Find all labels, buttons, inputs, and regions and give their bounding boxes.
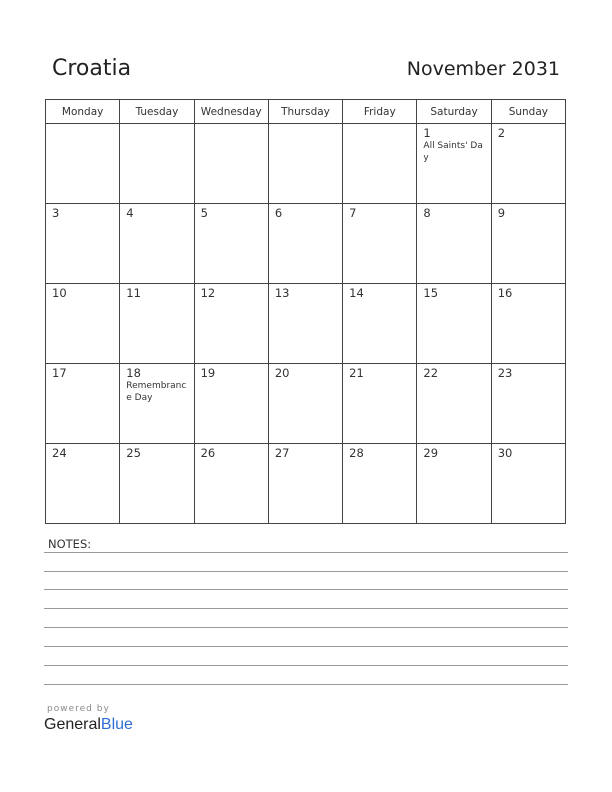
day-cell <box>120 444 194 524</box>
day-cell <box>120 364 194 444</box>
note-line <box>44 646 568 647</box>
day-cell <box>194 364 268 444</box>
day-number: 27 <box>274 446 290 460</box>
notes-label: NOTES: <box>48 537 92 551</box>
calendar-grid <box>45 99 566 524</box>
day-cell <box>491 444 565 524</box>
day-cell <box>120 284 194 364</box>
weekday-wednesday: Wednesday <box>194 100 268 124</box>
day-cell <box>268 204 342 284</box>
day-number: 3 <box>52 206 60 220</box>
day-cell <box>417 364 491 444</box>
day-number: 4 <box>126 206 134 220</box>
day-cell <box>343 124 417 204</box>
day-cell <box>46 204 120 284</box>
day-cell <box>343 284 417 364</box>
week-row <box>46 444 566 524</box>
day-cell <box>194 124 268 204</box>
weekday-monday: Monday <box>46 100 120 124</box>
holiday-label: Remembrance Day <box>126 381 187 403</box>
day-number: 10 <box>52 286 67 300</box>
day-cell <box>46 364 120 444</box>
day-cell <box>120 204 194 284</box>
day-number: 24 <box>52 446 67 460</box>
month-year-title: November 2031 <box>406 58 560 80</box>
country-title: Croatia <box>52 56 132 81</box>
holiday-label: All Saints' Day <box>423 141 483 163</box>
day-number: 19 <box>200 366 216 380</box>
day-cell <box>417 204 491 284</box>
logo-general: General <box>44 716 101 733</box>
note-line <box>44 627 568 628</box>
note-line <box>44 571 568 572</box>
week-row <box>46 204 566 284</box>
day-number: 20 <box>274 366 290 380</box>
weekday-tuesday: Tuesday <box>120 100 194 124</box>
week-row <box>46 364 566 444</box>
note-line <box>44 589 568 590</box>
day-cell <box>491 364 565 444</box>
day-cell <box>46 444 120 524</box>
day-cell <box>491 204 565 284</box>
powered-by-text: powered by <box>47 704 110 714</box>
day-number: 17 <box>52 366 67 380</box>
day-cell <box>491 284 565 364</box>
day-cell <box>343 364 417 444</box>
day-number: 14 <box>349 286 364 300</box>
generalblue-logo <box>44 716 133 734</box>
day-number: 5 <box>200 206 208 220</box>
day-cell <box>417 284 491 364</box>
week-row <box>46 124 566 204</box>
day-number: 22 <box>423 366 439 380</box>
note-line <box>44 665 568 666</box>
day-cell <box>343 444 417 524</box>
day-number: 23 <box>497 366 513 380</box>
day-number: 6 <box>274 206 283 220</box>
day-cell <box>417 444 491 524</box>
day-cell <box>194 284 268 364</box>
day-cell <box>417 124 491 204</box>
day-number: 13 <box>274 286 290 300</box>
week-row <box>46 284 566 364</box>
weekday-friday: Friday <box>343 100 417 124</box>
day-number: 9 <box>497 206 506 220</box>
day-number: 29 <box>423 446 439 460</box>
day-cell <box>343 204 417 284</box>
day-cell <box>46 284 120 364</box>
weekday-saturday: Saturday <box>417 100 491 124</box>
day-cell <box>46 124 120 204</box>
day-cell <box>194 204 268 284</box>
day-cell <box>120 124 194 204</box>
day-cell <box>268 444 342 524</box>
day-number: 1 <box>423 126 431 140</box>
day-number: 15 <box>423 286 439 300</box>
day-number: 2 <box>497 126 506 140</box>
day-number: 8 <box>423 206 431 220</box>
day-number: 30 <box>497 446 513 460</box>
weekday-sunday: Sunday <box>491 100 565 124</box>
day-cell <box>268 124 342 204</box>
note-line <box>44 684 568 685</box>
day-number: 18 <box>126 366 141 380</box>
day-number: 25 <box>126 446 141 460</box>
day-cell <box>491 124 565 204</box>
note-line <box>44 552 568 553</box>
logo-blue: Blue <box>100 716 133 733</box>
day-number: 11 <box>126 286 141 300</box>
day-number: 12 <box>200 286 216 300</box>
weekday-header-row <box>46 100 566 124</box>
day-number: 26 <box>200 446 216 460</box>
day-number: 21 <box>349 366 364 380</box>
day-cell <box>268 284 342 364</box>
note-line <box>44 608 568 609</box>
day-number: 16 <box>497 286 513 300</box>
day-number: 7 <box>349 206 357 220</box>
weekday-thursday: Thursday <box>268 100 342 124</box>
day-number: 28 <box>349 446 364 460</box>
day-cell <box>268 364 342 444</box>
day-cell <box>194 444 268 524</box>
